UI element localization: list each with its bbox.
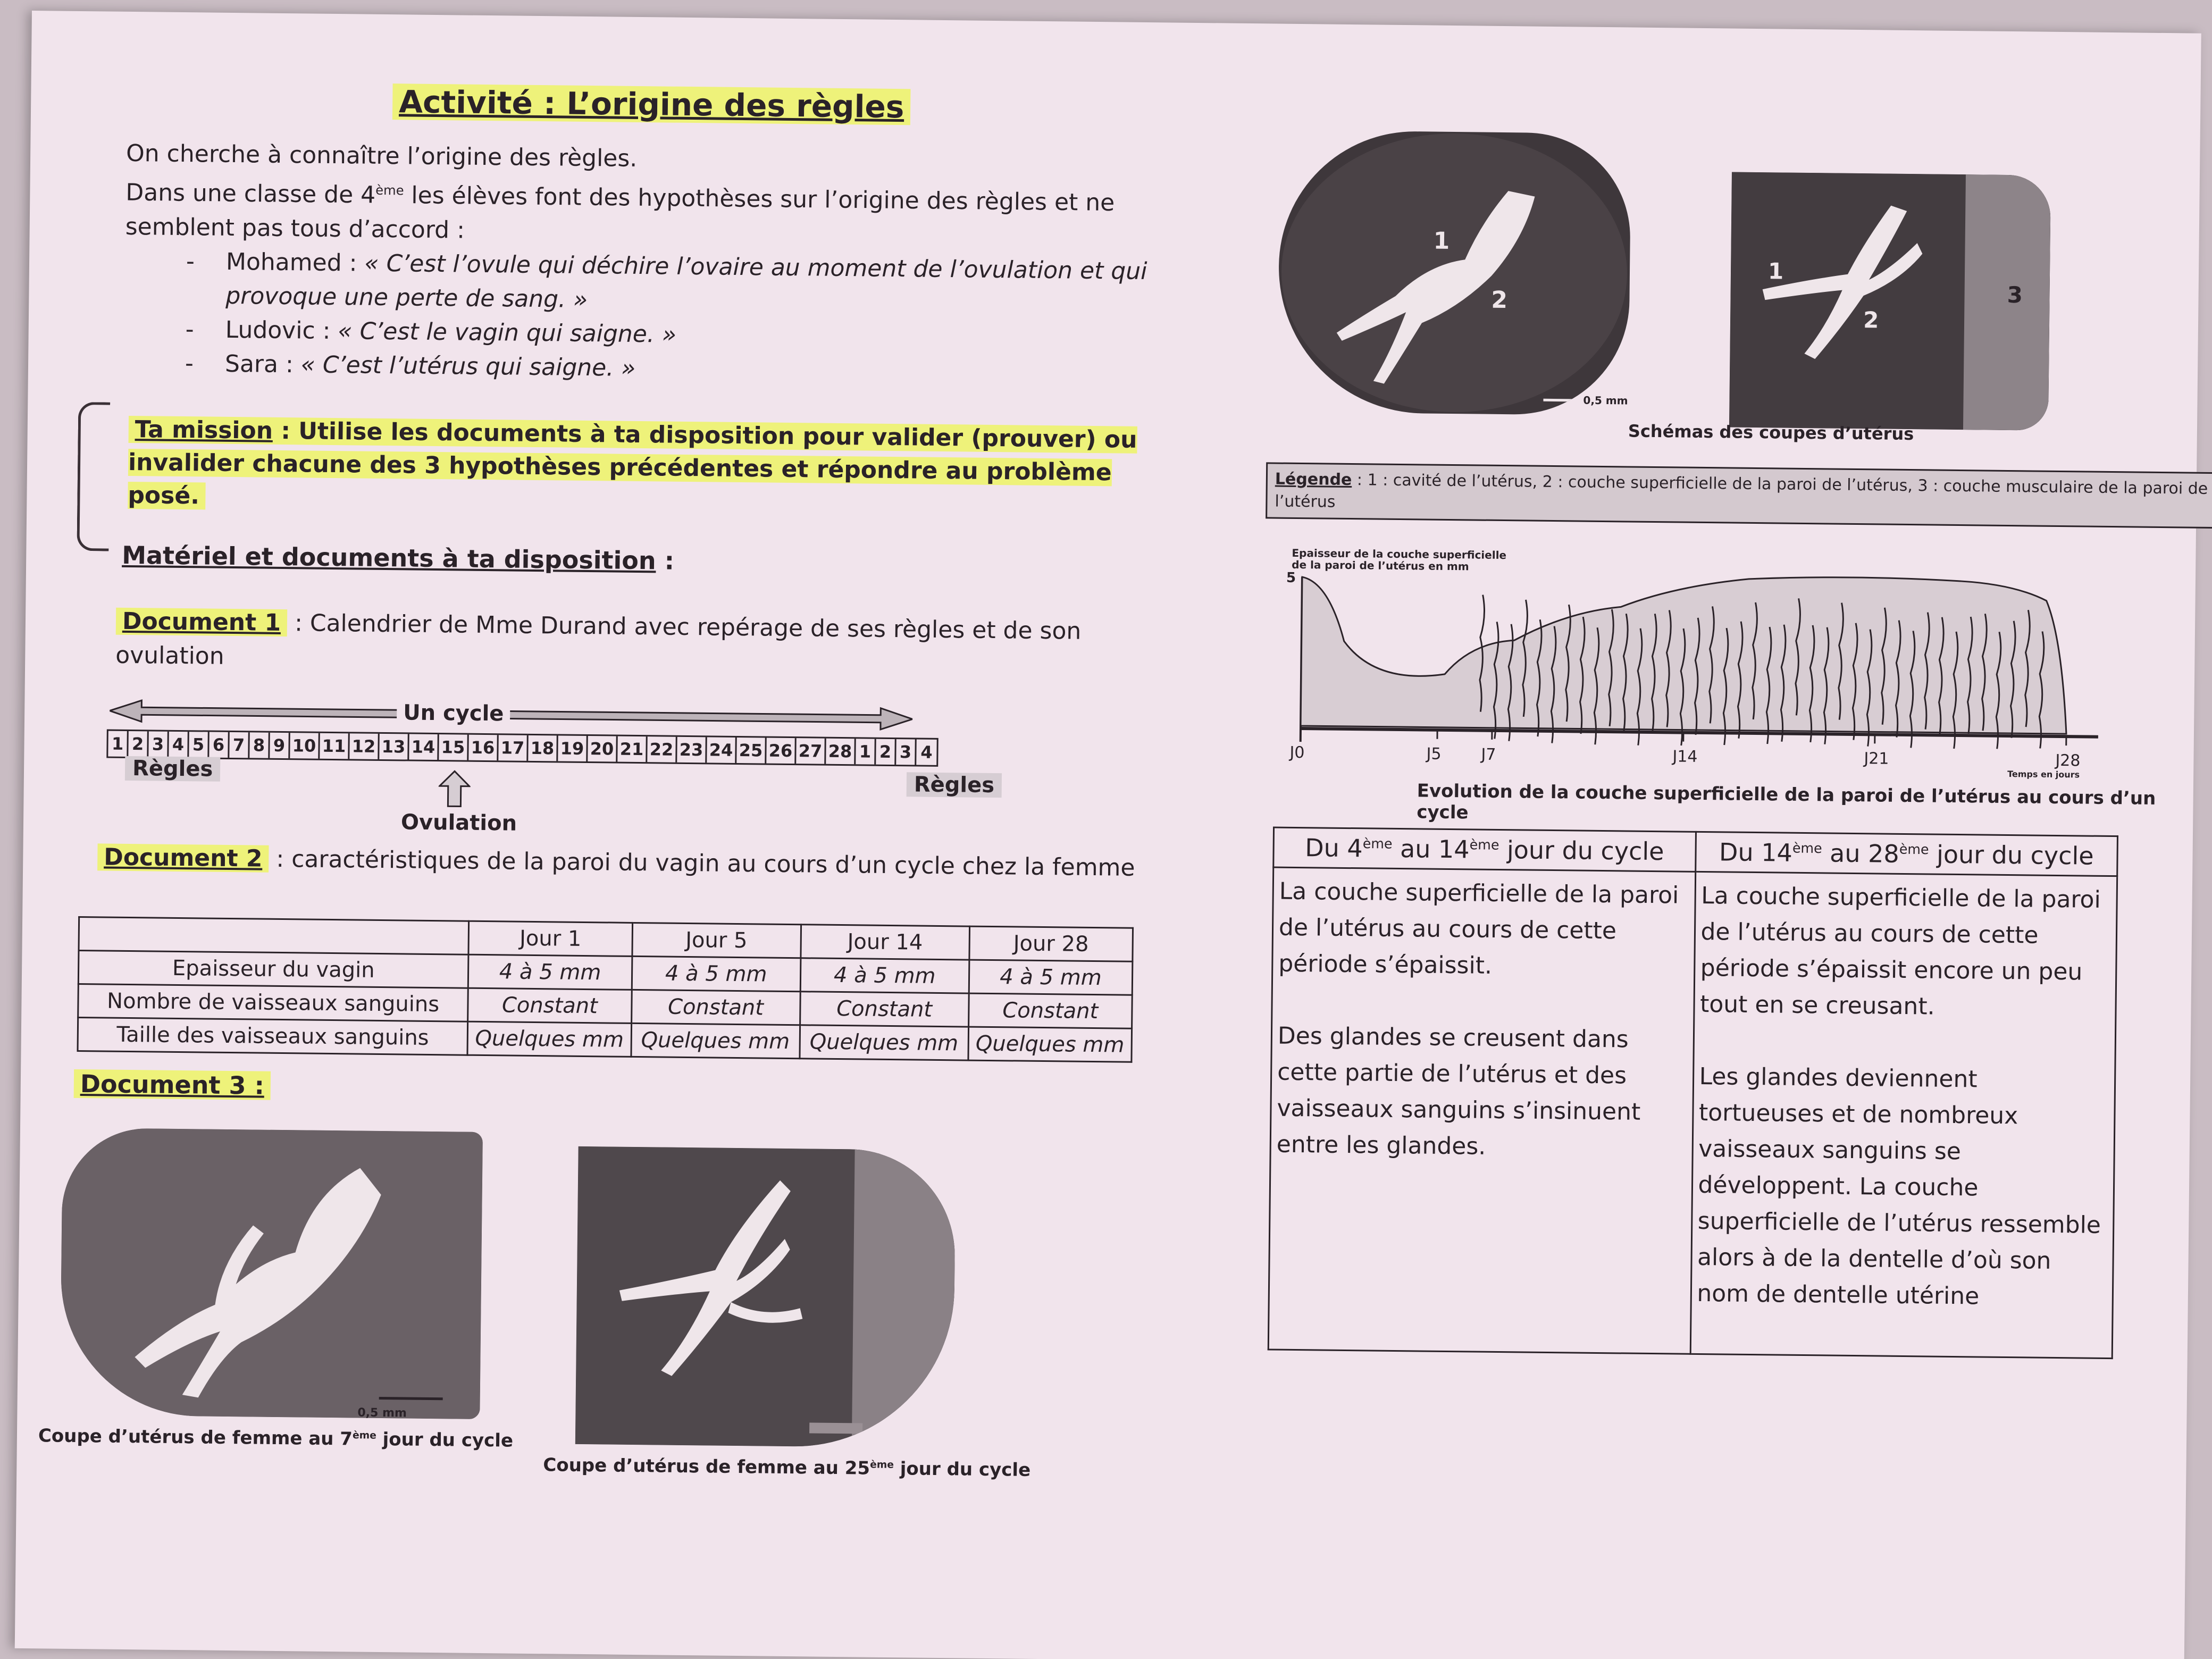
uterus-photo-day25-art xyxy=(575,1146,956,1448)
calendar-day: 19 xyxy=(558,735,588,761)
graph-x-tick: J5 xyxy=(1426,744,1442,764)
cycle-label: Un cycle xyxy=(397,700,510,726)
endometrium-evolution-table xyxy=(1268,827,2118,1360)
calendar-day: 2 xyxy=(876,739,896,765)
calendar-day: 14 xyxy=(409,734,439,760)
scale-label-photo1: 0,5 mm xyxy=(357,1406,407,1420)
schema-label-2b: 2 xyxy=(1863,307,1879,333)
table2-header: Jour 1 xyxy=(468,921,632,956)
graph-x-unit: Temps en jours xyxy=(2007,768,2080,780)
table2-cell: Quelques mm xyxy=(467,1021,631,1057)
calendar-day: 4 xyxy=(920,742,933,763)
uterus-schema-right xyxy=(1729,172,2051,430)
hypothesis-ludovic: - Ludovic : « C’est le vagin qui saigne. » xyxy=(225,313,1161,356)
mission-block: Ta mission : Utilise les documents à ta disposition pour valider (prouver) ou invalider chacune des 3 hypothèses précédentes et répondre au problème posé. xyxy=(128,413,1155,523)
table2-cell: Constant xyxy=(468,988,632,1023)
schema-label-1b: 1 xyxy=(1767,258,1784,284)
ovulation-label: Ovulation xyxy=(400,810,517,836)
table2-cell: Constant xyxy=(631,990,800,1025)
calendar-day: 1 xyxy=(108,731,129,757)
table2-cell: Constant xyxy=(968,993,1132,1028)
regles-label-left: Règles xyxy=(125,756,221,782)
hypothesis-mohamed: - Mohamed : « C’est l’ovule qui déchire l’ovaire au moment de l’ovulation et qui provoque une perte de sang. » xyxy=(225,245,1162,323)
uterus-section-photo-day7 xyxy=(60,1128,483,1419)
table2-cell: 4 à 5 mm xyxy=(468,954,632,990)
photo-caption-day25: Coupe d’utérus de femme au 25ème jour du cycle xyxy=(543,1454,1031,1481)
document-3-heading: Document 3 : xyxy=(74,1069,271,1100)
uterus-schema-right-art xyxy=(1729,172,2051,430)
calendar-day: 21 xyxy=(617,736,647,763)
intro-line-1: On cherche à connaître l’origine des règles. xyxy=(125,139,638,172)
table2-cell: Epaisseur du vagin xyxy=(78,951,468,988)
graph-x-tick: J21 xyxy=(1864,749,1889,768)
ovulation-marker xyxy=(400,769,517,836)
calendar-day: 25 xyxy=(736,738,766,764)
legend-box: Légende : 1 : cavité de l’utérus, 2 : couche superficielle de la paroi de l’utérus, 3 : couche musculaire de la paroi de l’utérus xyxy=(1266,462,2212,529)
graph-x-tick: J0 xyxy=(1289,743,1305,763)
graph-ylabel-line1: Epaisseur de la couche superficielle xyxy=(1292,546,1507,562)
calendar-day: 13 xyxy=(379,734,409,760)
calendar-day: 20 xyxy=(588,736,617,762)
calendar-day: 2 xyxy=(128,731,149,757)
intro-text xyxy=(124,137,1163,391)
calendar-day: 22 xyxy=(647,736,677,763)
table2-header xyxy=(79,917,469,955)
calendar-day: 17 xyxy=(498,735,528,761)
table2-cell: 4 à 5 mm xyxy=(632,956,801,991)
uterus-schema-left xyxy=(1277,130,1631,416)
uterus-section-photo-day25 xyxy=(575,1146,956,1448)
table2-cell: Nombre de vaisseaux sanguins xyxy=(78,984,468,1022)
cycle-calendar xyxy=(106,730,938,767)
worksheet-page xyxy=(15,11,2208,1659)
uterus-schema-left-art xyxy=(1277,130,1631,416)
table2-cell: Quelques mm xyxy=(968,1027,1132,1062)
col-header-day4-14: Du 4ème au 14ème jour du cycle xyxy=(1273,827,1696,872)
calendar-day: 12 xyxy=(349,733,379,759)
bracket-mark xyxy=(77,402,110,551)
calendar-day: 8 xyxy=(249,732,270,758)
uterus-photo-day7-art xyxy=(60,1128,483,1419)
graph-caption: Evolution de la couche superficielle de la paroi de l’utérus au cours d’un cycle xyxy=(1417,780,2156,824)
calendar-day: 5 xyxy=(189,732,210,757)
materials-heading: Matériel et documents à ta disposition : xyxy=(122,540,675,575)
up-arrow-icon xyxy=(438,770,471,808)
calendar-day: 11 xyxy=(320,733,349,759)
cell-day14-28: La couche superficielle de la paroi de l’utérus au cours de cette période s’épaissit encore un peu tout en se creusant. Les glandes deviennent tortueuses et de nombreux vaisseaux sanguins se développent. La couche superficielle de l’utérus ressemble alors à de la dentelle d’où son nom de dentelle utérine xyxy=(1690,872,2117,1358)
table2-header: Jour 14 xyxy=(801,925,970,960)
vagina-wall-table xyxy=(77,916,1134,1063)
calendar-day: 1 xyxy=(856,739,876,764)
scale-label-schema: 0,5 mm xyxy=(1583,393,1628,407)
calendar-day: 23 xyxy=(677,737,707,763)
col-header-day14-28: Du 14ème au 28ème jour du cycle xyxy=(1695,832,2117,876)
calendar-day: 16 xyxy=(468,735,498,761)
cell-day4-14: La couche superficielle de la paroi de l’utérus au cours de cette période s’épaissit. Des glandes se creusent dans cette partie de l’utérus et des vaisseaux sanguins s’insinuent entre les glandes. xyxy=(1268,867,1695,1354)
graph-x-tick: J28 xyxy=(2055,751,2081,770)
hypothesis-sara: - Sara : « C’est l’utérus qui saigne. » xyxy=(225,347,1161,390)
document-2-heading: Document 2 : caractéristiques de la paroi du vagin au cours d’un cycle chez la femme xyxy=(97,841,1151,885)
table2-cell: Taille des vaisseaux sanguins xyxy=(78,1018,468,1055)
calendar-day: 15 xyxy=(439,734,468,760)
calendar-day: 28 xyxy=(826,739,856,765)
photo-caption-day7: Coupe d’utérus de femme au 7ème jour du cycle xyxy=(38,1425,514,1452)
cycle-double-arrow xyxy=(110,698,912,733)
graph-x-tick: J7 xyxy=(1481,745,1496,764)
schema-label-2: 2 xyxy=(1491,286,1508,314)
calendar-day: 3 xyxy=(896,739,917,765)
calendar-day: 7 xyxy=(229,732,250,758)
calendar-day: 4 xyxy=(169,732,189,757)
schema-label-3: 3 xyxy=(2007,281,2023,308)
hypotheses-list xyxy=(124,244,1162,391)
graph-ylabel-line2: de la paroi de l’utérus en mm xyxy=(1292,558,1469,573)
graph-x-tick: J14 xyxy=(1672,747,1698,766)
calendar-day: 26 xyxy=(766,738,796,764)
schema-label-1: 1 xyxy=(1433,227,1450,255)
document-1-heading: Document 1 : Calendrier de Mme Durand avec repérage de ses règles et de son ovulation xyxy=(115,607,1082,670)
calendar-day: 9 xyxy=(270,733,290,758)
schemas-caption: Schémas des coupes d’utérus xyxy=(1628,421,1914,445)
table2-cell: 4 à 5 mm xyxy=(969,960,1133,995)
table2-cell: 4 à 5 mm xyxy=(800,958,969,993)
table2-cell: Constant xyxy=(800,992,969,1027)
graph-y-tick-5: 5 xyxy=(1286,569,1296,586)
table2-cell: Quelques mm xyxy=(631,1023,800,1058)
page-title: Activité : L’origine des règles xyxy=(392,83,911,125)
calendar-day: 24 xyxy=(707,737,736,763)
table2-header: Jour 5 xyxy=(632,923,801,958)
calendar-day: 6 xyxy=(209,732,230,758)
table2-header: Jour 28 xyxy=(969,926,1133,961)
intro-line-2: Dans une classe de 4ème les élèves font des hypothèses sur l’origine des règles et ne semblent pas tous d’accord : xyxy=(125,179,1115,244)
calendar-day: 18 xyxy=(528,735,558,761)
endometrium-thickness-graph xyxy=(1268,544,2122,793)
calendar-day: 27 xyxy=(796,738,826,764)
regles-label-right: Règles xyxy=(907,772,1002,798)
calendar-day: 10 xyxy=(290,733,320,759)
table2-cell: Quelques mm xyxy=(800,1025,969,1060)
calendar-day: 3 xyxy=(148,731,169,757)
